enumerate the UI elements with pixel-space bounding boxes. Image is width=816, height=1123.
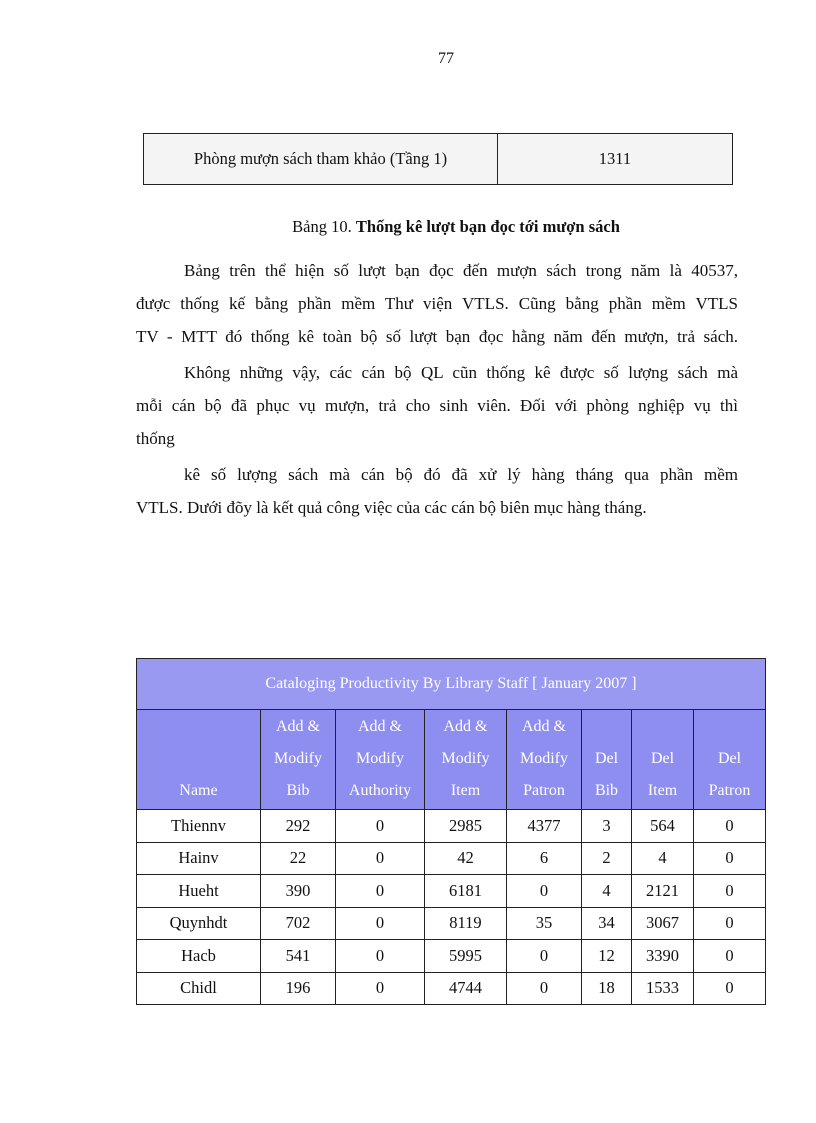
- column-header-del-patron: [694, 710, 766, 810]
- cell-value: 4377: [507, 810, 582, 843]
- cell-value: 42: [425, 842, 507, 875]
- paragraph-1: [136, 254, 738, 353]
- page-number: 77: [438, 50, 454, 67]
- cell-value: 0: [694, 810, 766, 843]
- paragraph-2: [136, 356, 738, 455]
- header-line: Modify: [274, 750, 322, 767]
- cell-value: 18: [582, 972, 632, 1005]
- header-line: Modify: [520, 750, 568, 767]
- cell-value: 3067: [632, 907, 694, 940]
- cell-value: 2121: [632, 875, 694, 908]
- caption-prefix: Bảng 10.: [292, 217, 352, 236]
- header-line: Add &: [276, 718, 320, 735]
- paragraph-line: Không những vậy, các cán bộ QL cũn thống kê được số lượng sách mà: [184, 363, 738, 382]
- room-label-cell: Phòng mượn sách tham khảo (Tầng 1): [144, 134, 498, 185]
- column-header-del-bib: [582, 710, 632, 810]
- column-header-add-modify-bib: [261, 710, 336, 810]
- cell-value: 0: [336, 940, 425, 973]
- cell-value: 0: [694, 842, 766, 875]
- cell-name: Thiennv: [137, 810, 261, 843]
- table-caption: [0, 217, 816, 237]
- cell-value: 12: [582, 940, 632, 973]
- paragraph-3: [136, 458, 738, 524]
- cataloging-productivity-table: [136, 658, 766, 1005]
- cell-value: 6181: [425, 875, 507, 908]
- cell-value: 0: [336, 875, 425, 908]
- table-row: [137, 972, 766, 1005]
- cell-value: 1533: [632, 972, 694, 1005]
- header-line: Modify: [356, 750, 404, 767]
- cell-name: Hacb: [137, 940, 261, 973]
- cell-value: 0: [336, 907, 425, 940]
- cell-value: 5995: [425, 940, 507, 973]
- paragraph-line: được thống kế bằng phần mềm Thư viện VTLS. Cũng bằng phần mềm VTLS: [136, 294, 738, 313]
- cell-name: Hainv: [137, 842, 261, 875]
- paragraph-line: thống: [136, 429, 175, 448]
- cell-value: 2985: [425, 810, 507, 843]
- cell-value: 0: [507, 940, 582, 973]
- header-line: Add &: [358, 718, 402, 735]
- cell-value: 4: [632, 842, 694, 875]
- cell-value: 0: [694, 972, 766, 1005]
- cell-value: 3: [582, 810, 632, 843]
- header-line: Modify: [441, 750, 490, 767]
- cell-value: 0: [507, 875, 582, 908]
- table-row: [137, 842, 766, 875]
- column-header-add-modify-authority: [336, 710, 425, 810]
- cell-value: 0: [336, 972, 425, 1005]
- cell-value: 2: [582, 842, 632, 875]
- cell-value: 4: [582, 875, 632, 908]
- paragraph-line: VTLS. Dưới đõy là kết quả công việc của các cán bộ biên mục hàng tháng.: [136, 498, 647, 517]
- cell-value: 0: [694, 875, 766, 908]
- header-line: Del: [650, 750, 675, 767]
- cell-value: 35: [507, 907, 582, 940]
- header-line: Authority: [348, 782, 412, 799]
- cell-value: 0: [336, 842, 425, 875]
- cell-name: Hueht: [137, 875, 261, 908]
- cell-value: 196: [261, 972, 336, 1005]
- cell-value: 22: [261, 842, 336, 875]
- column-header-name: [137, 710, 261, 810]
- paragraph-line: mỗi cán bộ đã phục vụ mượn, trả cho sinh viên. Đối với phòng nghiệp vụ thì: [136, 396, 738, 415]
- caption-title: Thống kê lượt bạn đọc tới mượn sách: [355, 217, 620, 236]
- column-header-add-modify-item: [425, 710, 507, 810]
- header-line: Add &: [443, 718, 488, 735]
- cell-value: 541: [261, 940, 336, 973]
- column-header-del-item: [632, 710, 694, 810]
- cell-name: Chidl: [137, 972, 261, 1005]
- cell-value: 6: [507, 842, 582, 875]
- cell-value: 8119: [425, 907, 507, 940]
- table-row: [137, 810, 766, 843]
- table-row: [137, 940, 766, 973]
- cell-value: 702: [261, 907, 336, 940]
- table-header-row: [137, 710, 766, 810]
- header-line: Name: [179, 782, 218, 799]
- header-line: Item: [647, 782, 678, 799]
- header-line: Bib: [594, 782, 619, 799]
- table-title: Cataloging Productivity By Library Staff [ January 2007 ]: [137, 659, 766, 710]
- header-line: Patron: [708, 782, 751, 799]
- header-line: Del: [594, 750, 619, 767]
- header-line: Add &: [522, 718, 566, 735]
- cell-value: 0: [694, 940, 766, 973]
- paragraph-line: Bảng trên thể hiện số lượt bạn đọc đến mượn sách trong năm là 40537,: [184, 261, 738, 280]
- cell-value: 0: [694, 907, 766, 940]
- cell-value: 292: [261, 810, 336, 843]
- cell-value: 0: [336, 810, 425, 843]
- cell-value: 3390: [632, 940, 694, 973]
- borrow-room-table: [143, 133, 733, 185]
- cell-value: 390: [261, 875, 336, 908]
- cell-value: 4744: [425, 972, 507, 1005]
- header-line: Bib: [286, 782, 310, 799]
- table-row: [144, 134, 733, 185]
- cell-name: Quynhdt: [137, 907, 261, 940]
- header-line: Patron: [523, 782, 565, 799]
- cell-value: 564: [632, 810, 694, 843]
- paragraph-line: TV - MTT đó thống kê toàn bộ số lượt bạn đọc hằng năm đến mượn, trả sách.: [136, 327, 738, 346]
- column-header-add-modify-patron: [507, 710, 582, 810]
- table-row: [137, 875, 766, 908]
- room-value-cell: 1311: [498, 134, 733, 185]
- table-row: [137, 907, 766, 940]
- header-line: Item: [450, 782, 481, 799]
- cell-value: 34: [582, 907, 632, 940]
- header-line: Del: [717, 750, 742, 767]
- paragraph-line: kê số lượng sách mà cán bộ đó đã xử lý hàng tháng qua phần mềm: [184, 465, 738, 484]
- table-title-row: [137, 659, 766, 710]
- cell-value: 0: [507, 972, 582, 1005]
